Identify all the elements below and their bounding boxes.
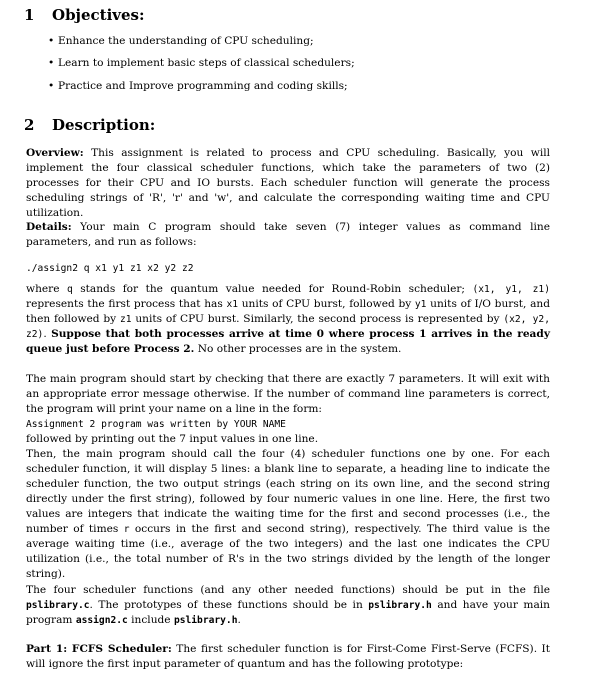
section-number: 1 [24, 6, 35, 24]
part1-paragraph: Part 1: FCFS Scheduler: The first scheduler function is for First-Come First-Serve (FCFS). It will ignore the first input parameter of quantum and has the following prototype: [26, 643, 550, 670]
section-title: Description: [52, 116, 156, 134]
overview-paragraph: Overview: This assignment is related to process and CPU scheduling. Basically, you will implement the four classical scheduler functions, which take the parameters of two (2) processes for their CPU and IO bursts. Each scheduler function will generate the process scheduling strings of 'R', 'r' and 'w', and calculate the corresponding waiting time and CPU utilization. [26, 147, 550, 219]
scheduler-paragraph: Then, the main program should call the four (4) scheduler functions one by one. For each scheduler function, it will display 5 lines: a blank line to separate, a heading line to indicate the scheduler function, the two output strings (each string on its own line, and the second string directly under the first string), followed by four numeric values in one line. Here, the first two values are integers that indicate the waiting time for the first and second processes (i.e., the number of times r occurs in the first and second string), respectively. The third value is the average waiting time (i.e., average of the two integers) and the last one indicates the CPU utilization (i.e., the total number of R's in the two strings divided by the length of the longer string). [26, 448, 550, 580]
objective-item: • Learn to implement basic steps of classical schedulers; [48, 57, 355, 69]
bullet-icon: • [48, 57, 55, 69]
section-number: 2 [24, 116, 35, 134]
objectives-heading [24, 6, 145, 24]
bullet-icon: • [48, 35, 55, 47]
main-program-line: followed by printing out the 7 input values in one line. [26, 433, 319, 445]
objective-item: • Practice and Improve programming and coding skills; [48, 80, 348, 92]
command-line: ./assign2 q x1 y1 z1 x2 y2 z2 [26, 263, 194, 274]
files-paragraph: The four scheduler functions (and any other needed functions) should be put in the file pslibrary.c. The prototypes of these functions should be in pslibrary.h and have your main program assign2.c include pslibrary.h. [26, 584, 551, 626]
parameters-paragraph: where q stands for the quantum value needed for Round-Robin scheduler; (x1, y1, z1) represents the first process that has x1 units of CPU burst, followed by y1 units of I/O burst, and then followed by z1 units of CPU burst. Similarly, the second process is represented by (x2, y2, z2). Suppose that both processes arrive at time 0 where process 1 arrives in the ready queue just before Process 2. No other processes are in the system. [26, 283, 551, 355]
main-program-paragraph: The main program should start by checking that there are exactly 7 parameters. It will exit with an appropriate error message otherwise. If the number of command line parameters is correct, the program will print your name on a line in the form: [26, 373, 550, 415]
objective-item: • Enhance the understanding of CPU scheduling; [48, 35, 314, 47]
section-title: Objectives: [52, 6, 145, 24]
assignment-line: Assignment 2 program was written by YOUR NAME [26, 419, 286, 430]
details-paragraph: Details: Your main C program should take seven (7) integer values as command line parameters, and run as follows: [26, 221, 550, 248]
description-heading [24, 116, 155, 134]
bullet-icon: • [48, 80, 55, 92]
